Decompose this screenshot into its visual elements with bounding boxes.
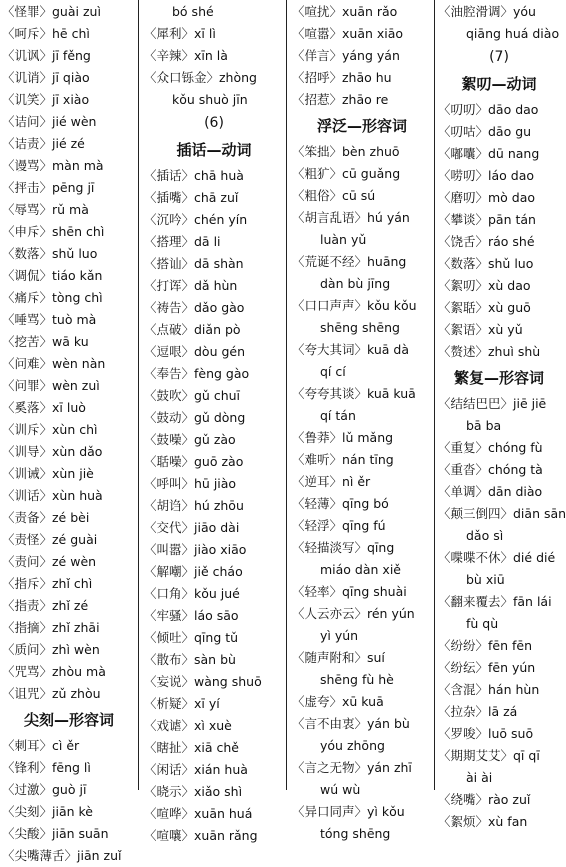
dictionary-entry: 〈翻来覆去〉fān lái xyxy=(438,594,552,609)
dictionary-entry: 〈奚落〉xī luò xyxy=(2,400,86,415)
dictionary-entry: 〈招惹〉zhāo re xyxy=(292,92,389,107)
dictionary-entry: 〈问罪〉wèn zuì xyxy=(2,378,100,393)
entry-pinyin-continuation: ài ài xyxy=(466,770,493,785)
dictionary-entry: 〈责问〉zé wèn xyxy=(2,554,97,569)
dictionary-entry: 〈交代〉jiāo dài xyxy=(144,520,240,535)
entry-pinyin-continuation: dàn bù jīng xyxy=(320,276,391,291)
dictionary-entry: 〈絮聒〉xù guō xyxy=(438,300,531,315)
column-1 xyxy=(0,0,136,863)
dictionary-entry: 〈散布〉sàn bù xyxy=(144,652,236,667)
dictionary-entry: 〈胡诌〉hú zhōu xyxy=(144,498,244,513)
section-heading: 尖刻—形容词 xyxy=(23,711,114,729)
column-4 xyxy=(436,0,566,829)
dictionary-entry: 〈责备〉zé bèi xyxy=(2,510,90,525)
entry-pinyin-continuation: yì yún xyxy=(320,628,359,643)
dictionary-entry: 〈夸夸其谈〉kuā kuā xyxy=(292,386,416,401)
dictionary-entry: 〈轻浮〉qīng fú xyxy=(292,518,386,533)
entry-pinyin-continuation: shēng fù hè xyxy=(320,672,394,687)
dictionary-entry: 〈辛辣〉xīn là xyxy=(144,48,228,63)
dictionary-entry: 〈搭讪〉dā shàn xyxy=(144,256,244,271)
dictionary-entry: 〈抨击〉pēng jī xyxy=(2,180,95,195)
column-divider xyxy=(286,0,287,790)
dictionary-entry: 〈插话〉chā huà xyxy=(144,168,244,183)
dictionary-entry: 〈搭理〉dā li xyxy=(144,234,221,249)
entry-pinyin-continuation: qí tán xyxy=(320,408,356,423)
dictionary-entry: 〈晓示〉xiǎo shì xyxy=(144,784,243,799)
dictionary-entry: 〈辱骂〉rǔ mà xyxy=(2,202,89,217)
dictionary-entry: 〈重沓〉chóng tà xyxy=(438,462,543,477)
dictionary-entry: 〈指摘〉zhǐ zhāi xyxy=(2,620,100,635)
dictionary-entry: 〈言不由衷〉yán bù xyxy=(292,716,410,731)
dictionary-entry: 〈逗哏〉dòu gén xyxy=(144,344,246,359)
section-heading: 浮泛—形容词 xyxy=(316,117,407,135)
section-heading: 繁复—形容词 xyxy=(453,369,544,387)
entry-pinyin-continuation: qiāng huá diào xyxy=(466,26,560,41)
dictionary-entry: 〈申斥〉shēn chì xyxy=(2,224,105,239)
section-heading: 插话—动词 xyxy=(176,141,252,159)
dictionary-entry: 〈赘述〉zhuì shù xyxy=(438,344,541,359)
dictionary-entry: 〈训导〉xùn dǎo xyxy=(2,444,103,459)
dictionary-entry: 〈言之无物〉yán zhī xyxy=(292,760,412,775)
column-2 xyxy=(140,0,284,843)
dictionary-entry: 〈喧哗〉xuān huá xyxy=(144,806,253,821)
dictionary-entry: 〈痛斥〉tòng chì xyxy=(2,290,103,305)
section-number: (7) xyxy=(489,49,509,65)
dictionary-entry: 〈人云亦云〉rén yún xyxy=(292,606,415,621)
dictionary-entry: 〈口口声声〉kǒu kǒu xyxy=(292,298,417,313)
dictionary-entry: 〈絮语〉xù yǔ xyxy=(438,322,523,337)
dictionary-entry: 〈指斥〉zhǐ chì xyxy=(2,576,93,591)
dictionary-entry: 〈虚夸〉xū kuā xyxy=(292,694,384,709)
entry-pinyin-continuation: yóu zhōng xyxy=(320,738,385,753)
dictionary-entry: 〈挖苦〉wā ku xyxy=(2,334,89,349)
dictionary-entry: 〈尖刻〉jiān kè xyxy=(2,804,93,819)
dictionary-entry: 〈妄说〉wàng shuō xyxy=(144,674,262,689)
dictionary-entry: 〈佯言〉yáng yán xyxy=(292,48,400,63)
dictionary-entry: 〈结结巴巴〉jiē jiē xyxy=(438,396,547,411)
dictionary-entry: 〈牢骚〉láo sāo xyxy=(144,608,239,623)
dictionary-entry: 〈呼叫〉hū jiào xyxy=(144,476,237,491)
section-number: (6) xyxy=(204,115,224,131)
dictionary-entry: 〈絮烦〉xù fan xyxy=(438,814,528,829)
dictionary-entry: 〈指责〉zhǐ zé xyxy=(2,598,89,613)
dictionary-entry: 〈呵斥〉hē chì xyxy=(2,26,90,41)
dictionary-entry: 〈插嘴〉chā zuǐ xyxy=(144,190,239,205)
dictionary-entry: 〈过激〉guò jī xyxy=(2,782,87,797)
dictionary-entry: 〈数落〉shǔ luo xyxy=(2,246,98,261)
dictionary-entry: 〈磨叨〉mò dao xyxy=(438,190,536,205)
dictionary-entry: 〈戏谑〉xì xuè xyxy=(144,718,232,733)
dictionary-entry: 〈叨叨〉dāo dao xyxy=(438,102,539,117)
dictionary-entry: 〈喧嚷〉xuān rǎng xyxy=(144,828,258,843)
dictionary-entry: 〈单调〉dān diào xyxy=(438,484,543,499)
dictionary-entry: 〈异口同声〉yì kǒu xyxy=(292,804,405,819)
dictionary-entry: 〈唾骂〉tuò mà xyxy=(2,312,97,327)
entry-pinyin-continuation: fù qù xyxy=(466,616,499,631)
dictionary-entry: 〈祷告〉dǎo gào xyxy=(144,300,245,315)
dictionary-entry: 〈尖酸〉jiān suān xyxy=(2,826,109,841)
dictionary-entry: 〈唠叨〉láo dao xyxy=(438,168,534,183)
dictionary-entry: 〈解嘲〉jiě cháo xyxy=(144,564,243,579)
dictionary-entry: 〈招呼〉zhāo hu xyxy=(292,70,392,85)
entry-pinyin-continuation: luàn yǔ xyxy=(320,232,367,247)
entry-pinyin-continuation: bù xiū xyxy=(466,572,505,587)
dictionary-entry: 〈油腔滑调〉yóu xyxy=(438,4,536,19)
dictionary-entry: 〈锋利〉fēng lì xyxy=(2,760,91,775)
entry-pinyin-continuation: bā ba xyxy=(466,418,502,433)
section-heading: 絮叨—动词 xyxy=(461,75,537,93)
entry-pinyin-continuation: miáo dàn xiě xyxy=(320,562,401,577)
dictionary-entry: 〈诅咒〉zǔ zhòu xyxy=(2,686,101,701)
dictionary-entry: 〈难听〉nán tīng xyxy=(292,452,394,467)
dictionary-entry: 〈质问〉zhì wèn xyxy=(2,642,100,657)
dictionary-entry: 〈讥笑〉jī xiào xyxy=(2,92,90,107)
dictionary-entry: 〈拉杂〉lā zá xyxy=(438,704,518,719)
dictionary-entry: 〈闲话〉xián huà xyxy=(144,762,248,777)
entry-pinyin-continuation: dǎo sì xyxy=(466,528,504,543)
dictionary-entry: 〈荒诞不经〉huāng xyxy=(292,254,407,269)
dictionary-entry: 〈谩骂〉màn mà xyxy=(2,158,104,173)
dictionary-entry: 〈颠三倒四〉diān sān xyxy=(438,506,566,521)
dictionary-entry: 〈鼓吹〉gǔ chuī xyxy=(144,388,241,403)
dictionary-entry: 〈粗犷〉cū guǎng xyxy=(292,166,401,181)
dictionary-entry: 〈训诫〉xùn jiè xyxy=(2,466,94,481)
dictionary-entry: 〈胡言乱语〉hú yán xyxy=(292,210,410,225)
dictionary-entry: 〈罗唆〉luō suō xyxy=(438,726,534,741)
dictionary-entry: 〈轻描淡写〉qīng xyxy=(292,540,395,555)
dictionary-entry: 〈粗俗〉cū sú xyxy=(292,188,376,203)
dictionary-entry: 〈沉吟〉chén yín xyxy=(144,212,248,227)
dictionary-entry: 〈讥讽〉jī fěng xyxy=(2,48,91,63)
dictionary-entry: 〈重复〉chóng fù xyxy=(438,440,543,455)
dictionary-entry: 〈诘责〉jié zé xyxy=(2,136,85,151)
column-divider xyxy=(434,0,435,790)
dictionary-entry: 〈调侃〉tiáo kǎn xyxy=(2,268,103,283)
dictionary-entry: 〈刺耳〉cì ěr xyxy=(2,738,80,753)
column-divider xyxy=(138,0,139,790)
dictionary-entry: 〈瞎扯〉xiā chě xyxy=(144,740,239,755)
dictionary-entry: 〈聒噪〉guō zào xyxy=(144,454,244,469)
dictionary-entry: 〈训话〉xùn huà xyxy=(2,488,103,503)
column-3 xyxy=(288,0,432,841)
dictionary-entry: 〈喧嚣〉xuān xiāo xyxy=(292,26,404,41)
dictionary-entry: 〈打诨〉dǎ hùn xyxy=(144,278,238,293)
dictionary-entry: 〈绕嘴〉rào zuǐ xyxy=(438,792,531,807)
entry-pinyin-continuation: tóng shēng xyxy=(320,826,391,841)
dictionary-entry: 〈叫嚣〉jiào xiāo xyxy=(144,542,247,557)
dictionary-entry: 〈尖嘴薄舌〉jiān zuǐ xyxy=(2,848,122,863)
dictionary-entry: 〈轻率〉qīng shuài xyxy=(292,584,407,599)
dictionary-entry: 〈轻薄〉qīng bó xyxy=(292,496,389,511)
dictionary-entry: 〈众口铄金〉zhòng xyxy=(144,70,257,85)
entry-pinyin-continuation: shēng shēng xyxy=(320,320,400,335)
dictionary-entry: 〈点破〉diǎn pò xyxy=(144,322,241,337)
dictionary-entry: 〈犀利〉xī lì xyxy=(144,26,216,41)
dictionary-entry: 〈咒骂〉zhòu mà xyxy=(2,664,106,679)
dictionary-entry: 〈攀谈〉pān tán xyxy=(438,212,536,227)
dictionary-entry: 〈叨咕〉dāo gu xyxy=(438,124,532,139)
dictionary-entry: 〈口角〉kǒu jué xyxy=(144,586,240,601)
dictionary-entry: 〈纷纭〉fēn yún xyxy=(438,660,536,675)
entry-pinyin-continuation: bó shé xyxy=(172,4,214,19)
dictionary-entry: 〈夸大其词〉kuā dà xyxy=(292,342,410,357)
dictionary-entry: 〈讥诮〉jī qiào xyxy=(2,70,90,85)
entry-pinyin-continuation: wú wù xyxy=(320,782,361,797)
dictionary-entry: 〈随声附和〉suí xyxy=(292,650,385,665)
dictionary-entry: 〈鼓动〉gǔ dòng xyxy=(144,410,246,425)
dictionary-entry: 〈诘问〉jié wèn xyxy=(2,114,97,129)
dictionary-entry: 〈纷纷〉fēn fēn xyxy=(438,638,533,653)
entry-pinyin-continuation: kǒu shuò jīn xyxy=(172,92,248,107)
entry-pinyin-continuation: qí cí xyxy=(320,364,346,379)
dictionary-entry: 〈问难〉wèn nàn xyxy=(2,356,106,371)
dictionary-entry: 〈数落〉shǔ luo xyxy=(438,256,534,271)
dictionary-entry: 〈析疑〉xī yí xyxy=(144,696,220,711)
dictionary-entry: 〈鼓噪〉gǔ zào xyxy=(144,432,236,447)
dictionary-entry: 〈倾吐〉qīng tǔ xyxy=(144,630,239,645)
dictionary-entry: 〈奉告〉fèng gào xyxy=(144,366,250,381)
dictionary-entry: 〈逆耳〉nì ěr xyxy=(292,474,371,489)
dictionary-entry: 〈笨拙〉bèn zhuō xyxy=(292,144,400,159)
dictionary-entry: 〈责怪〉zé guài xyxy=(2,532,98,547)
dictionary-entry: 〈喧扰〉xuān rǎo xyxy=(292,4,398,19)
dictionary-entry: 〈期期艾艾〉qī qī xyxy=(438,748,540,763)
dictionary-entry: 〈嘟囔〉dū nang xyxy=(438,146,540,161)
dictionary-entry: 〈鲁莽〉lǔ mǎng xyxy=(292,430,394,445)
dictionary-entry: 〈喋喋不休〉dié dié xyxy=(438,550,556,565)
dictionary-entry: 〈含混〉hán hùn xyxy=(438,682,540,697)
dictionary-entry: 〈絮叨〉xù dao xyxy=(438,278,531,293)
dictionary-entry: 〈怪罪〉guài zuì xyxy=(2,4,101,19)
dictionary-entry: 〈饶舌〉ráo shé xyxy=(438,234,535,249)
dictionary-entry: 〈训斥〉xùn chì xyxy=(2,422,98,437)
